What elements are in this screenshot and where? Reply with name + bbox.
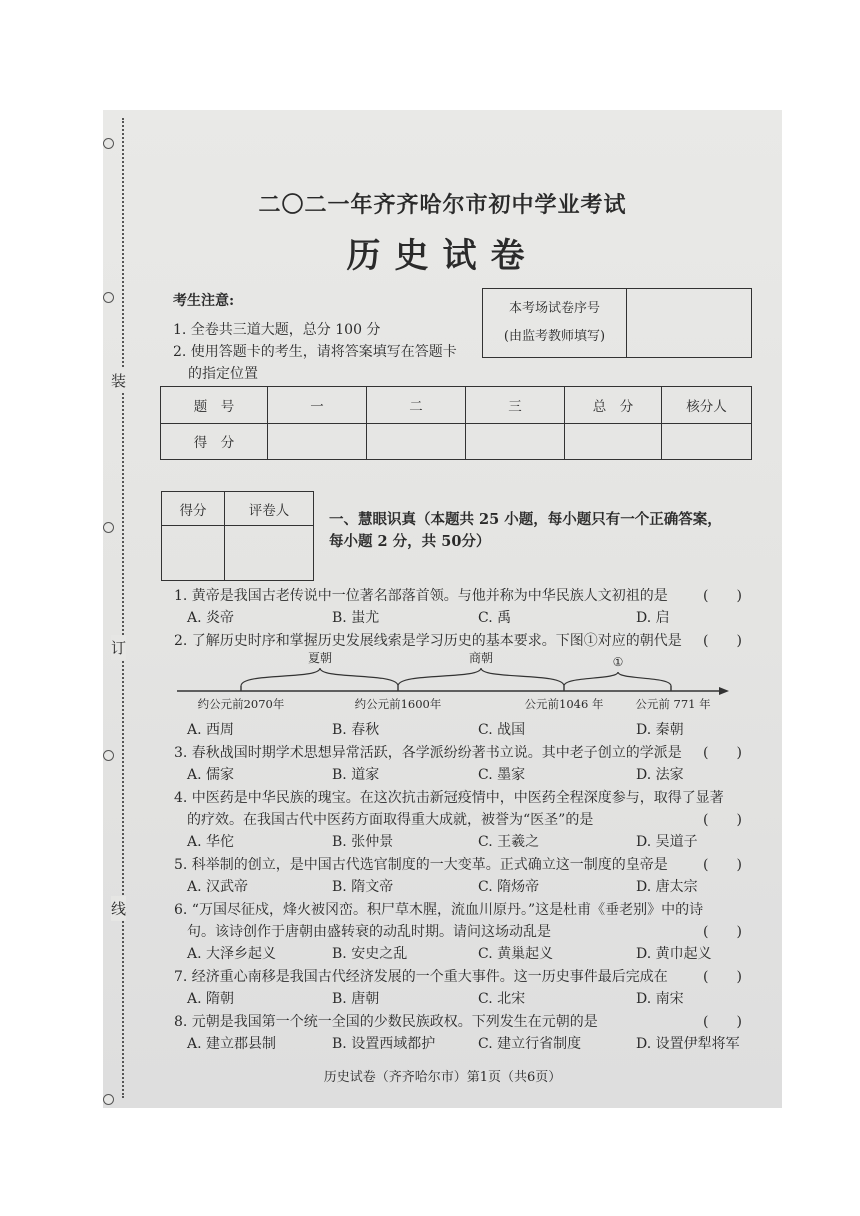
- period-1-brace: [564, 672, 671, 686]
- q5-option-b[interactable]: B. 隋文帝: [332, 879, 394, 895]
- notice-item-3: 的指定位置: [188, 366, 258, 382]
- q2-option-a[interactable]: A. 西周: [187, 722, 235, 738]
- answer-paren[interactable]: ( ): [703, 969, 742, 985]
- q6-option-c[interactable]: C. 黄巢起义: [478, 946, 554, 962]
- q6-option-d[interactable]: D. 黄巾起义: [636, 946, 712, 962]
- grader-name-field[interactable]: [225, 526, 314, 581]
- binding-hole: [103, 522, 114, 533]
- timeline-arrow: [719, 687, 729, 695]
- seat-number-label-line1: 本考场试卷序号: [508, 301, 600, 316]
- q3-option-a[interactable]: A. 儒家: [187, 767, 235, 783]
- q4-option-a[interactable]: A. 华佗: [187, 834, 235, 850]
- binding-hole: [103, 1094, 114, 1105]
- timeline-date: 公元前1046 年: [524, 697, 604, 711]
- xia-brace: [241, 668, 398, 686]
- binding-hole: [103, 292, 114, 303]
- answer-paren[interactable]: ( ): [703, 812, 742, 828]
- q6-option-b[interactable]: B. 安史之乱: [332, 946, 408, 962]
- score-table-header: 二: [367, 387, 466, 424]
- q1-option-b[interactable]: B. 蚩尤: [332, 610, 380, 626]
- q7-option-b[interactable]: B. 唐朝: [332, 991, 380, 1007]
- seat-number-label-line2: (由监考教师填写): [503, 329, 606, 344]
- question-4-stem-cont: 的疗效。在我国古代中医药方面取得重大成就，被誉为“医圣”的是: [187, 812, 594, 828]
- grader-name-label: 评卷人: [225, 492, 314, 526]
- exam-title: 二〇二一年齐齐哈尔市初中学业考试: [258, 192, 627, 218]
- binding-char-xian: 线: [111, 896, 126, 921]
- page-footer: 历史试卷（齐齐哈尔市）第1页（共6页）: [323, 1070, 562, 1085]
- q5-option-a[interactable]: A. 汉武帝: [187, 879, 249, 895]
- answer-paren[interactable]: ( ): [703, 857, 742, 873]
- dynasty-timeline: [163, 646, 733, 716]
- score-table-header: 核分人: [662, 387, 752, 424]
- question-6-stem-cont: 句。该诗创作于唐朝由盛转衰的动乱时期。请问这场动乱是: [187, 924, 551, 940]
- timeline-label-1: ①: [612, 655, 624, 669]
- timeline-date: 约公元前2070年: [197, 697, 285, 711]
- question-3-stem: 3. 春秋战国时期学术思想异常活跃，各学派纷纷著书立说。其中老子创立的学派是: [174, 745, 682, 761]
- q4-option-c[interactable]: C. 王羲之: [478, 834, 540, 850]
- question-5-stem: 5. 科举制的创立，是中国古代选官制度的一大变革。正式确立这一制度的皇帝是: [174, 857, 668, 873]
- grader-score-label: 得分: [162, 492, 225, 526]
- score-cell[interactable]: [268, 423, 367, 460]
- notice-item-2: 2. 使用答题卡的考生，请将答案填写在答题卡: [173, 344, 457, 360]
- subject-title: 历史试卷: [346, 236, 539, 276]
- question-2-stem: 2. 了解历史时序和掌握历史发展线索是学习历史的基本要求。下图①对应的朝代是: [174, 633, 682, 649]
- q3-option-d[interactable]: D. 法家: [636, 767, 684, 783]
- answer-paren[interactable]: ( ): [703, 1014, 742, 1030]
- section-1-title: 一、慧眼识真（本题共 25 小题，每小题只有一个正确答案，: [329, 511, 722, 528]
- score-cell[interactable]: [367, 423, 466, 460]
- q4-option-b[interactable]: B. 张仲景: [332, 834, 394, 850]
- score-cell[interactable]: [466, 423, 565, 460]
- score-table-header: 总 分: [565, 387, 662, 424]
- answer-paren[interactable]: ( ): [703, 633, 742, 649]
- grader-box: [161, 491, 314, 581]
- q2-option-c[interactable]: C. 战国: [478, 722, 526, 738]
- score-cell[interactable]: [662, 423, 752, 460]
- answer-paren[interactable]: ( ): [703, 745, 742, 761]
- q2-option-d[interactable]: D. 秦朝: [636, 722, 684, 738]
- q5-option-c[interactable]: C. 隋炀帝: [478, 879, 540, 895]
- question-6-stem: 6. “万国尽征戍，烽火被冈峦。积尸草木腥，流血川原丹。”这是杜甫《垂老别》中的诗: [174, 902, 704, 918]
- timeline-label-shang: 商朝: [468, 651, 494, 665]
- q3-option-c[interactable]: C. 墨家: [478, 767, 526, 783]
- binding-char-zhuang: 装: [111, 368, 126, 393]
- q1-option-d[interactable]: D. 启: [636, 610, 670, 626]
- binding-hole: [103, 138, 114, 149]
- q8-option-c[interactable]: C. 建立行省制度: [478, 1036, 582, 1052]
- score-row-label: 得 分: [161, 423, 268, 460]
- q3-option-b[interactable]: B. 道家: [332, 767, 380, 783]
- question-1-stem: 1. 黄帝是我国古老传说中一位著名部落首领。与他并称为中华民族人文初祖的是: [174, 588, 668, 604]
- score-table: [160, 386, 752, 460]
- notice-item-1: 1. 全卷共三道大题，总分 100 分: [173, 322, 381, 338]
- timeline-label-xia: 夏朝: [307, 651, 333, 665]
- timeline-date: 公元前 771 年: [635, 697, 711, 711]
- question-7-stem: 7. 经济重心南移是我国古代经济发展的一个重大事件。这一历史事件最后完成在: [174, 969, 668, 985]
- score-table-header: 题 号: [161, 387, 268, 424]
- q1-option-a[interactable]: A. 炎帝: [187, 610, 235, 626]
- question-8-stem: 8. 元朝是我国第一个统一全国的少数民族政权。下列发生在元朝的是: [174, 1014, 598, 1030]
- q7-option-c[interactable]: C. 北宋: [478, 991, 526, 1007]
- seat-number-box: [482, 288, 752, 358]
- answer-paren[interactable]: ( ): [703, 924, 742, 940]
- notice-heading: 考生注意:: [173, 293, 235, 309]
- grader-score-field[interactable]: [162, 526, 225, 581]
- q8-option-d[interactable]: D. 设置伊犁将军: [636, 1036, 740, 1052]
- q7-option-d[interactable]: D. 南宋: [636, 991, 684, 1007]
- exam-paper: [103, 110, 782, 1108]
- seat-number-label: [483, 289, 627, 358]
- score-cell[interactable]: [565, 423, 662, 460]
- q5-option-d[interactable]: D. 唐太宗: [636, 879, 698, 895]
- section-1-title-cont: 每小题 2 分，共 50分）: [329, 533, 491, 550]
- timeline-date: 约公元前1600年: [354, 697, 442, 711]
- binding-char-ding: 订: [111, 635, 126, 660]
- shang-brace: [398, 668, 564, 686]
- binding-hole: [103, 750, 114, 761]
- q4-option-d[interactable]: D. 吴道子: [636, 834, 698, 850]
- answer-paren[interactable]: ( ): [703, 588, 742, 604]
- q1-option-c[interactable]: C. 禹: [478, 610, 512, 626]
- question-4-stem: 4. 中医药是中华民族的瑰宝。在这次抗击新冠疫情中，中医药全程深度参与，取得了显著: [174, 790, 724, 806]
- q8-option-a[interactable]: A. 建立郡县制: [187, 1036, 277, 1052]
- seat-number-field[interactable]: [627, 289, 752, 358]
- q7-option-a[interactable]: A. 隋朝: [187, 991, 235, 1007]
- score-table-header: 一: [268, 387, 367, 424]
- q2-option-b[interactable]: B. 春秋: [332, 722, 380, 738]
- score-table-header: 三: [466, 387, 565, 424]
- q8-option-b[interactable]: B. 设置西域都护: [332, 1036, 436, 1052]
- q6-option-a[interactable]: A. 大泽乡起义: [187, 946, 277, 962]
